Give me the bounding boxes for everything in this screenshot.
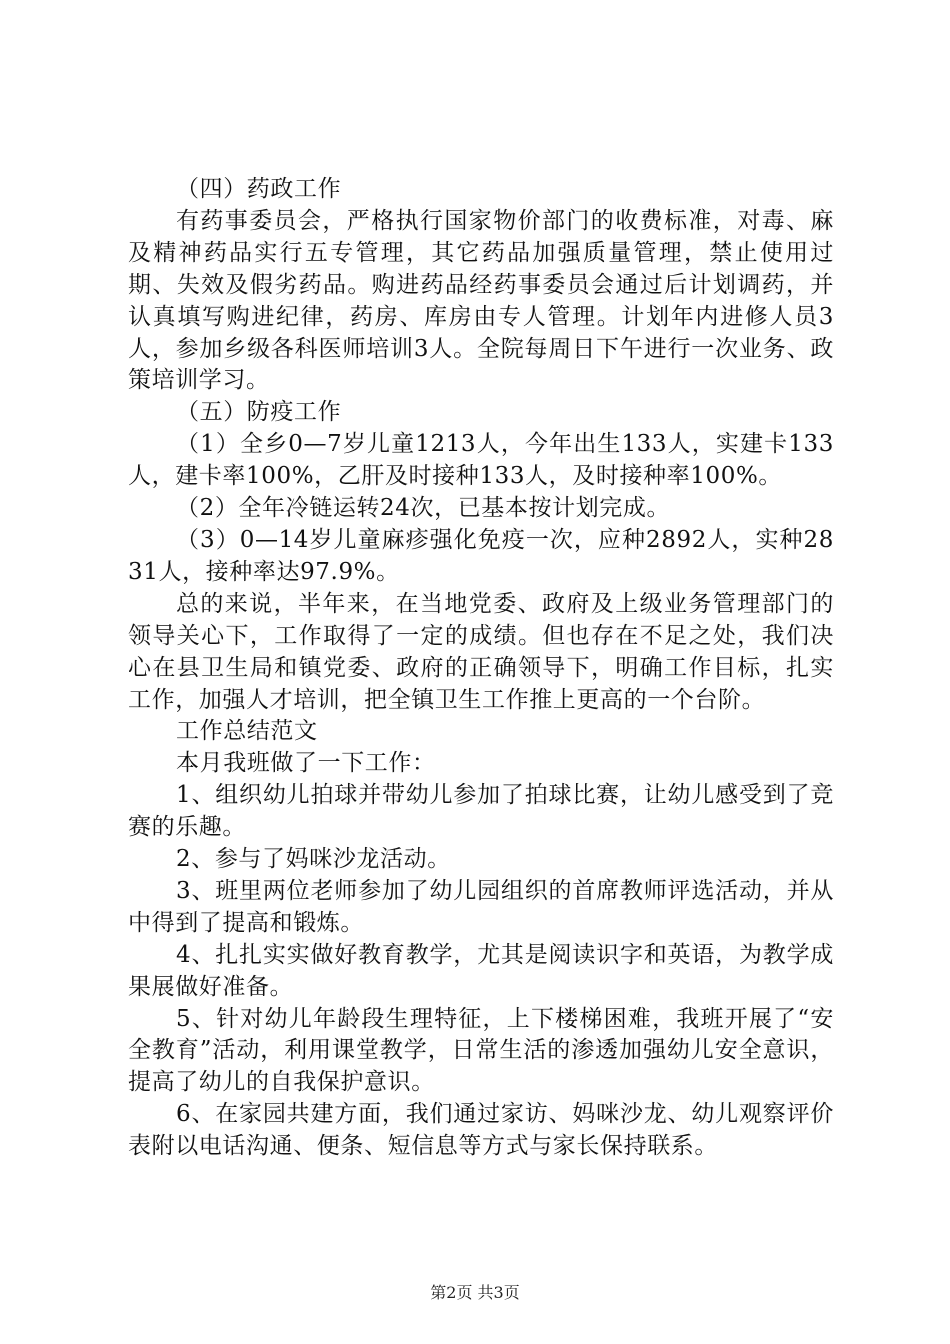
paragraph-intro: 本月我班做了一下工作： [176, 750, 436, 777]
paragraph-vaccination-1: （1）全乡0—7岁儿童1213人，今年出生133人，实建卡133人，建卡率100%，乙肝及时接种133人，及时接种率100%。 [128, 431, 834, 490]
document-body [128, 174, 834, 1163]
list-item-1: 1、组织幼儿拍球并带幼儿参加了拍球比赛，让幼儿感受到了竞赛的乐趣。 [128, 782, 834, 841]
paragraph-vaccination-2: （2）全年冷链运转24次，已基本按计划完成。 [176, 495, 671, 522]
paragraph-summary: 总的来说，半年来，在当地党委、政府及上级业务管理部门的领导关心下，工作取得了一定的成绩。但也存在不足之处，我们决心在县卫生局和镇党委、政府的正确领导下，明确工作目标，扎实工作，加强人才培训，把全镇卫生工作推上更高的一个台阶。 [128, 590, 834, 713]
section-heading-drug-administration: （四）药政工作 [176, 176, 342, 202]
paragraph-drug-administration: 有药事委员会，严格执行国家物价部门的收费标准，对毒、麻及精神药品实行五专管理，其它药品加强质量管理，禁止使用过期、失效及假劣药品。购进药品经药事委员会通过后计划调药，并认真填写购进纪律，药房、库房由专人管理。计划年内进修人员3人，参加乡级各科医师培训3人。全院每周日下午进行一次业务、政策培训学习。 [128, 207, 834, 394]
list-item-3: 3、班里两位老师参加了幼儿园组织的首席教师评选活动，并从中得到了提高和锻炼。 [128, 877, 834, 936]
section-heading-work-summary: 工作总结范文 [176, 718, 318, 745]
list-item-4: 4、扎扎实实做好教育教学，尤其是阅读识字和英语，为教学成果展做好准备。 [128, 941, 834, 1000]
section-heading-epidemic-prevention: （五）防疫工作 [176, 399, 342, 426]
list-item-6: 6、在家园共建方面，我们通过家访、妈咪沙龙、幼儿观察评价表附以电话沟通、便条、短信息等方式与家长保持联系。 [128, 1101, 834, 1160]
paragraph-vaccination-3: （3）0—14岁儿童麻疹强化免疫一次，应种2892人，实种2831人，接种率达97.9%。 [128, 526, 834, 585]
list-item-5: 5、针对幼儿年龄段生理特征，上下楼梯困难，我班开展了“安全教育”活动，利用课堂教学，日常生活的渗透加强幼儿安全意识，提高了幼儿的自我保护意识。 [128, 1005, 834, 1096]
page-footer: 第2页 共3页 [430, 1283, 520, 1302]
list-item-2: 2、参与了妈咪沙龙活动。 [176, 846, 451, 873]
